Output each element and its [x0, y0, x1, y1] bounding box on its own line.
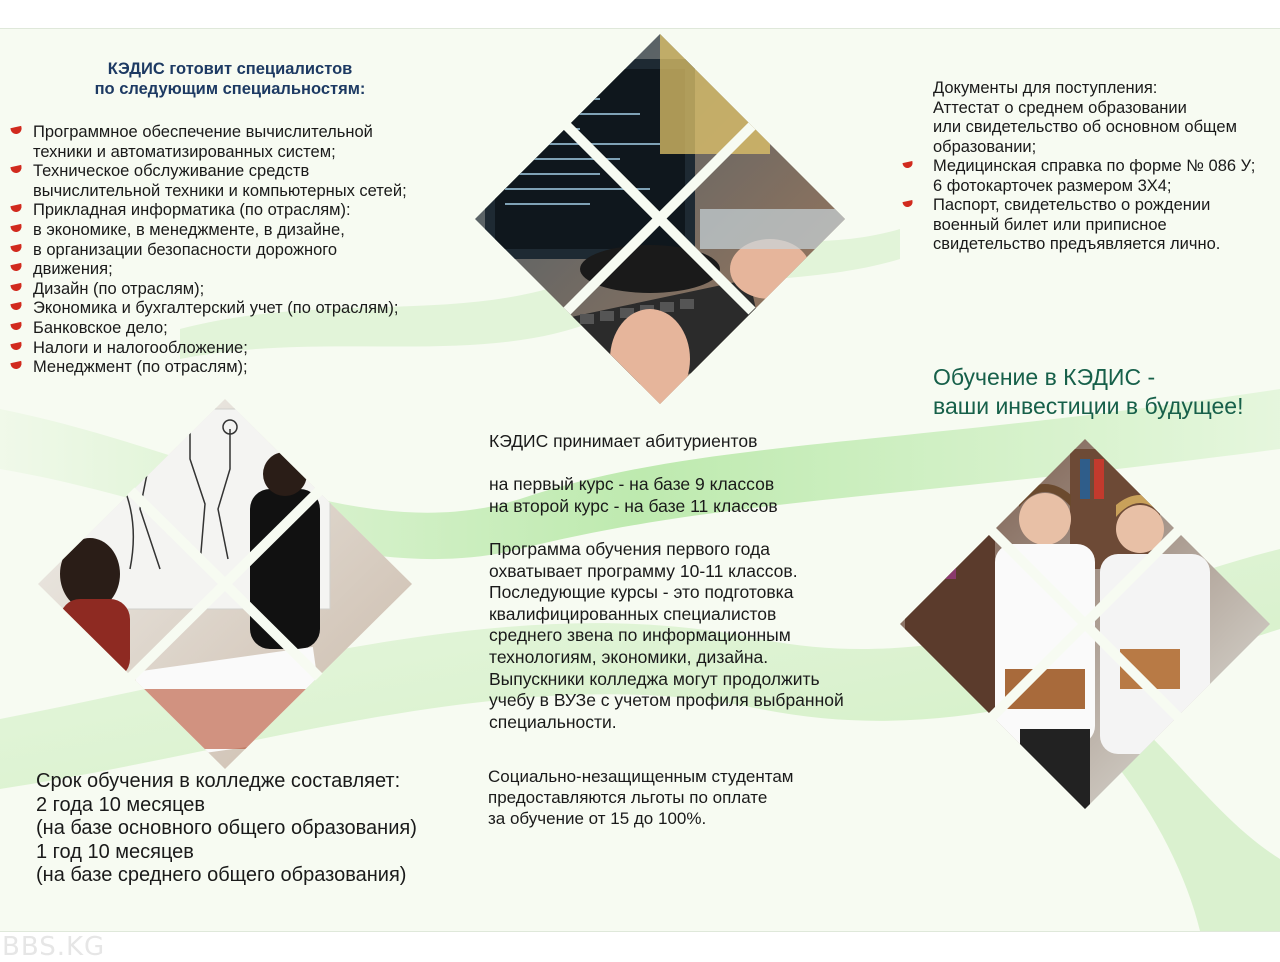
duration-line: 1 год 10 месяцев: [36, 840, 194, 863]
specialty-item: Менеджмент (по отраслям);: [8, 358, 458, 378]
specialties-heading: [30, 59, 430, 99]
slogan-line1: Обучение в КЭДИС -: [933, 364, 1156, 390]
admission-block: [489, 431, 909, 733]
program-line: учебу в ВУЗе с учетом профиля выбранной: [489, 690, 844, 711]
specialty-item: техники и автоматизированных систем;: [33, 142, 336, 161]
social-benefits: [488, 766, 908, 829]
documents-item: Медицинская справка по форме № 086 У;: [900, 157, 1275, 177]
specialty-item: движения;: [8, 260, 458, 280]
specialty-item: в экономике, в менеджменте, в дизайне,: [8, 221, 458, 241]
specialty-item: Дизайн (по отраслям);: [8, 280, 458, 300]
documents-item: военный билет или приписное: [933, 215, 1167, 234]
duration-line: Срок обучения в колледже составляет:: [36, 770, 401, 792]
documents-item: Аттестат о среднем образовании: [933, 98, 1187, 117]
brochure-page: [0, 28, 1280, 932]
documents-item: Паспорт, свидетельство о рождении: [900, 196, 1275, 216]
social-line: предоставляются льготы по оплате: [488, 788, 768, 807]
program-line: специальности.: [489, 711, 617, 732]
specialty-item: Банковское дело;: [8, 319, 458, 339]
documents-item: или свидетельство об основном общем: [933, 118, 1237, 136]
slogan-line2: ваши инвестиции в будущее!: [933, 392, 1244, 419]
documents-item: образовании;: [933, 137, 1037, 156]
duration-line: 2 года 10 месяцев: [36, 793, 206, 816]
documents-item: Документы для поступления:: [933, 79, 1158, 97]
specialty-item: Экономика и бухгалтерский учет (по отраслям);: [8, 299, 458, 319]
specialty-item: Техническое обслуживание средств: [8, 162, 458, 182]
program-line: среднего звена по информационным: [489, 625, 791, 646]
program-line: Выпускники колледжа могут продолжить: [489, 668, 820, 689]
study-duration: [36, 770, 466, 888]
program-line: Программа обучения первого года: [489, 538, 770, 559]
watermark: BBS.KG: [2, 932, 106, 962]
specialty-item: Налоги и налогообложение;: [8, 339, 458, 359]
duration-line: (на базе среднего общего образования): [36, 864, 407, 887]
program-line: технологиям, экономики, дизайна.: [489, 646, 769, 667]
admission-course2: на второй курс - на базе 11 классов: [489, 495, 778, 516]
documents-list: [900, 79, 1275, 255]
specialty-item: Программное обеспечение вычислительной: [8, 123, 458, 143]
admission-title: КЭДИС принимает абитуриентов: [489, 431, 758, 451]
slogan: [933, 363, 1273, 420]
program-line: квалифицированных специалистов: [489, 603, 777, 624]
specialty-item: в организации безопасности дорожного: [8, 241, 458, 261]
program-line: охватывает программу 10-11 классов.: [489, 560, 798, 581]
documents-item: свидетельство предъявляется лично.: [933, 235, 1221, 253]
social-line: Социально-незащищенным студентам: [488, 767, 794, 786]
social-line: за обучение от 15 до 100%.: [488, 809, 707, 828]
program-line: Последующие курсы - это подготовка: [489, 582, 794, 603]
specialties-heading-line2: по следующим специальностям:: [94, 80, 366, 98]
specialties-list: [8, 123, 458, 378]
admission-course1: на первый курс - на базе 9 классов: [489, 474, 775, 495]
specialties-heading-line1: КЭДИС готовит специалистов: [107, 60, 353, 78]
specialty-item: вычислительной техники и компьютерных сетей;: [33, 181, 407, 200]
documents-item: 6 фотокарточек размером 3Х4;: [933, 176, 1172, 195]
specialty-item: Прикладная информатика (по отраслям):: [8, 201, 458, 221]
duration-line: (на базе основного общего образования): [36, 817, 417, 840]
